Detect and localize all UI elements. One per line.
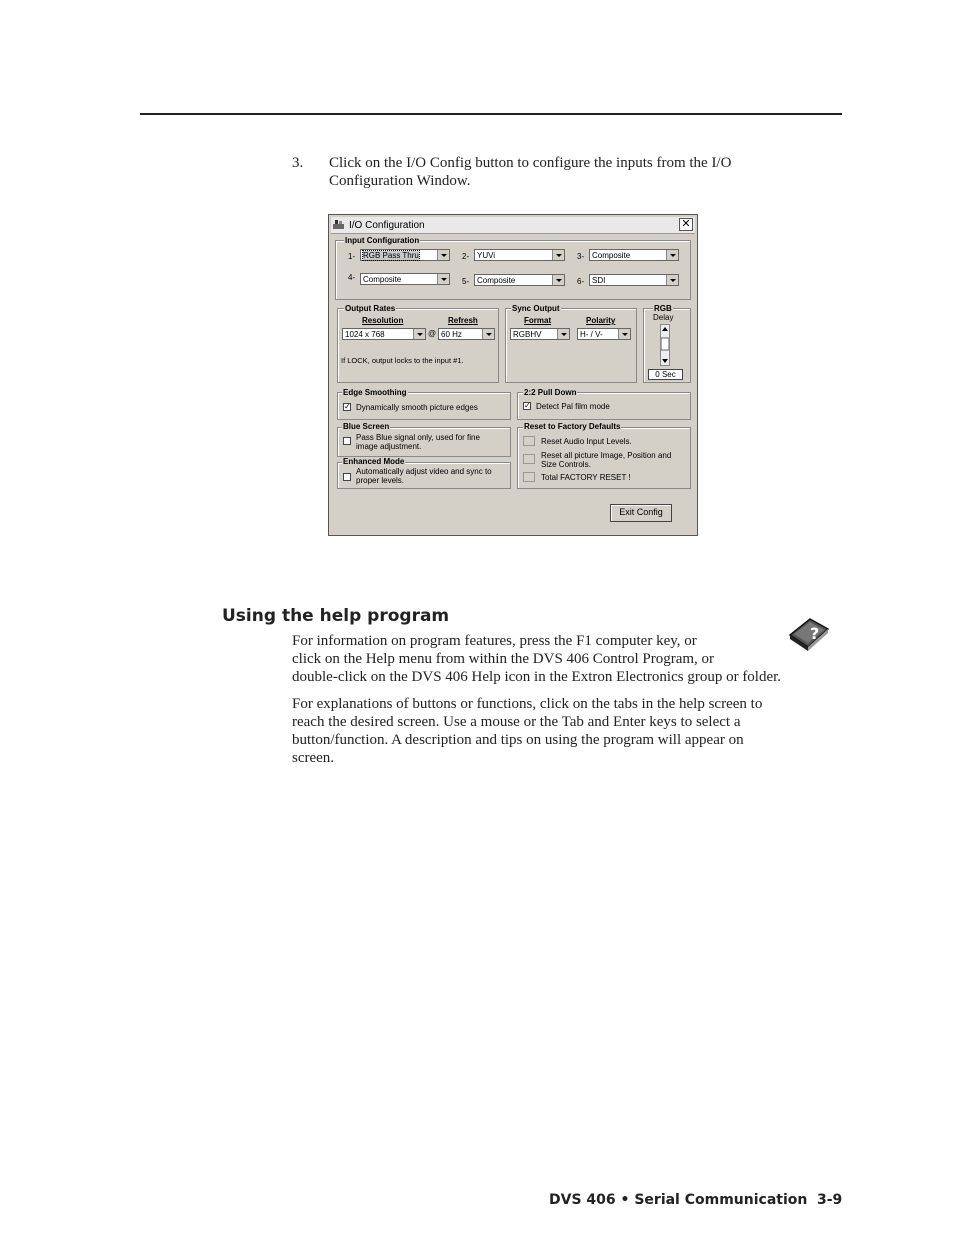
slider-arrows-icon[interactable] [661,325,669,365]
input-2-value: YUVi [477,251,496,260]
chevron-down-icon[interactable] [437,250,449,260]
para2-line2: reach the desired screen. Use a mouse or the Tab and Enter keys to select a [292,714,741,730]
enhanced-mode-line2: proper levels. [356,476,405,485]
input-2-select[interactable] [474,249,565,261]
blue-screen-checkbox[interactable] [343,437,351,445]
total-reset-label: Total FACTORY RESET ! [541,473,631,482]
enhanced-mode-checkbox[interactable] [343,473,351,481]
input-1-label: 1- [348,252,356,261]
step-number: 3. [292,155,304,171]
input-3-select[interactable] [589,249,679,261]
para2-line3: button/function. A description and tips on using the program will appear on [292,732,744,748]
header-rule [140,113,842,115]
chevron-down-icon[interactable] [552,250,564,260]
chevron-down-icon[interactable] [557,329,569,339]
para1-line2: click on the Help menu from within the DVS 406 Control Program, or [292,651,715,667]
rgb-delay-slider[interactable] [660,324,670,366]
input-3-label: 3- [577,252,585,261]
input-6-label: 6- [577,277,585,286]
at-sign: @ [428,329,437,338]
reset-defaults-label: Reset to Factory Defaults [524,422,621,431]
refresh-value: 60 Hz [441,330,462,339]
input-configuration-label: Input Configuration [345,236,420,245]
reset-picture-line1: Reset all picture Image, Position and [541,451,672,460]
enhanced-mode-line1: Automatically adjust video and sync to [356,467,492,476]
input-2-label: 2- [462,252,470,261]
pull-down-checkbox[interactable]: ✓ [524,401,531,410]
input-5-select[interactable] [474,274,565,286]
output-rates-label: Output Rates [345,304,396,313]
para1-line3: double-click on the DVS 406 Help icon in the Extron Electronics group or folder. [292,669,782,685]
input-4-label: 4- [348,273,356,282]
para2-line4: screen. [292,750,335,766]
resolution-value: 1024 x 768 [345,330,385,339]
chevron-down-icon[interactable] [482,329,494,339]
section-heading: Using the help program [222,606,450,626]
input-5-value: Composite [477,276,516,285]
refresh-label: Refresh [448,316,478,325]
resolution-label: Resolution [362,316,404,325]
input-6-select[interactable] [589,274,679,286]
edge-smoothing-label: Edge Smoothing [343,388,407,397]
rgb-delay-value: 0 Sec [648,369,683,380]
footer-title: DVS 406 • Serial Communication [549,1192,808,1208]
chevron-down-icon[interactable] [666,250,678,260]
chevron-down-icon[interactable] [666,275,678,285]
io-configuration-window [328,214,698,536]
edge-smoothing-option: Dynamically smooth picture edges [356,403,478,412]
blue-screen-line2: image adjustment. [356,442,422,451]
window-title: I/O Configuration [349,220,425,231]
chevron-down-icon[interactable] [437,274,449,284]
reset-picture-button[interactable] [523,454,535,464]
app-icon [333,220,344,229]
input-1-select[interactable] [360,249,450,261]
sync-output-label: Sync Output [512,304,560,313]
format-label: Format [524,316,552,325]
footer-page-number: 3-9 [817,1192,843,1208]
input-4-select[interactable] [360,273,450,285]
resolution-select[interactable] [342,328,426,340]
para1-line1: For information on program features, press the F1 computer key, or [292,633,697,649]
step-text: Click on the I/O Config button to configure the inputs from the I/O Configuration Window. [329,155,732,189]
reset-audio-button[interactable] [523,436,535,446]
lock-note: If LOCK, output locks to the input #1. [341,356,464,365]
edge-smoothing-checkbox[interactable]: ✓ [344,402,351,411]
input-5-label: 5- [462,277,470,286]
blue-screen-line1: Pass Blue signal only, used for fine [356,433,480,442]
input-4-value: Composite [363,275,402,284]
chevron-down-icon[interactable] [413,329,425,339]
pull-down-label: 2:2 Pull Down [524,388,577,397]
title-bar [331,217,695,234]
format-value: RGBHV [513,330,542,339]
close-icon[interactable]: ✕ [679,218,693,231]
help-paragraph-2 [292,695,840,767]
reset-picture-line2: Size Controls. [541,460,591,469]
input-3-value: Composite [592,251,631,260]
polarity-select[interactable] [577,328,631,340]
para2-line1: For explanations of buttons or functions, click on the tabs in the help screen to [292,696,763,712]
pull-down-option: Detect Pal film mode [536,402,610,411]
enhanced-mode-label: Enhanced Mode [343,457,405,466]
polarity-value: H- / V- [580,330,603,339]
total-reset-button[interactable] [523,472,535,482]
refresh-select[interactable] [438,328,495,340]
delay-label: Delay [653,313,674,322]
rgb-label: RGB [654,304,672,313]
help-glyph: ? [810,624,820,643]
format-select[interactable] [510,328,570,340]
input-1-value: RGB Pass Thru [363,251,419,260]
help-paragraph-1 [292,632,840,686]
chevron-down-icon[interactable] [552,275,564,285]
input-6-value: SDI [592,276,606,285]
polarity-label: Polarity [586,316,616,325]
chevron-down-icon[interactable] [618,329,630,339]
reset-audio-label: Reset Audio Input Levels. [541,437,632,446]
blue-screen-label: Blue Screen [343,422,390,431]
exit-config-button[interactable]: Exit Config [610,504,672,522]
